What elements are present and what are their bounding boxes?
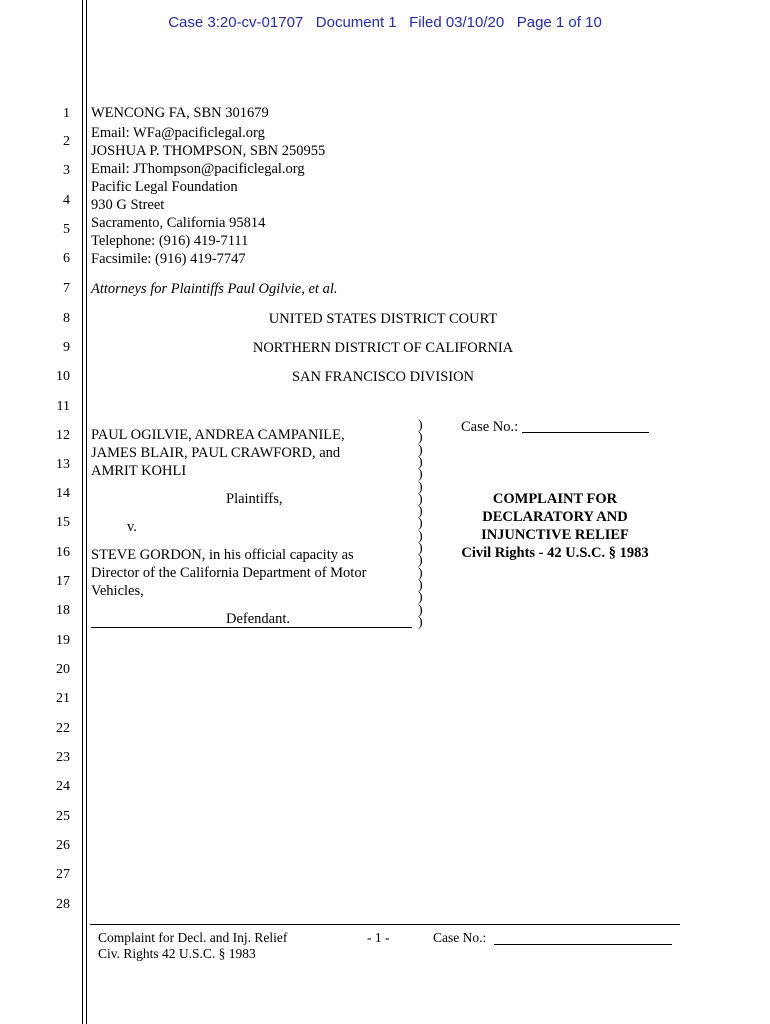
plaintiff-names: JAMES BLAIR, PAUL CRAWFORD, and	[91, 445, 341, 461]
line-number: 1	[63, 106, 70, 121]
defendant-name: STEVE GORDON, in his official capacity as	[91, 547, 354, 563]
complaint-title-line: INJUNCTIVE RELIEF	[481, 527, 629, 543]
line-number: 20	[56, 662, 70, 677]
footer-case-no-blank	[494, 944, 672, 945]
line-number: 17	[56, 574, 70, 589]
line-number: 14	[56, 486, 70, 501]
attorney-line: JOSHUA P. THOMPSON, SBN 250955	[91, 143, 326, 159]
footer-title: Complaint for Decl. and Inj. Relief	[98, 930, 288, 945]
line-number: 10	[56, 369, 70, 384]
attorney-line: 930 G Street	[91, 197, 165, 213]
attorney-line: Email: WFa@pacificlegal.org	[91, 125, 265, 141]
line-number: 22	[56, 721, 70, 736]
caption-paren: )	[418, 553, 423, 569]
caption-paren: )	[418, 516, 423, 532]
line-number: 13	[56, 457, 70, 472]
line-number: 21	[56, 691, 70, 706]
plaintiffs-label: Plaintiffs,	[226, 491, 283, 507]
line-number: 23	[56, 750, 70, 765]
footer-subtitle: Civ. Rights 42 U.S.C. § 1983	[98, 946, 256, 961]
attorney-line: Telephone: (916) 419-7111	[91, 233, 249, 249]
attorney-line: Facsimile: (916) 419-7747	[91, 251, 246, 267]
line-number: 6	[63, 251, 70, 266]
caption-paren: )	[418, 491, 423, 507]
margin-rule-right	[86, 0, 87, 1024]
caption-paren: )	[418, 614, 423, 630]
line-number: 3	[63, 163, 70, 178]
caption-paren: )	[418, 565, 423, 581]
ecf-header: Case 3:20-cv-01707 Document 1 Filed 03/10/20 Page 1 of 10	[168, 14, 602, 31]
footer-case-no: Case No.:	[433, 930, 487, 945]
complaint-title-line: Civil Rights - 42 U.S.C. § 1983	[461, 545, 649, 561]
caption-paren: )	[418, 467, 423, 483]
line-number: 25	[56, 809, 70, 824]
court-district: NORTHERN DISTRICT OF CALIFORNIA	[252, 340, 514, 356]
defendant-label: Defendant.	[226, 611, 291, 627]
line-number: 9	[63, 340, 70, 355]
attorney-line: WENCONG FA, SBN 301679	[91, 105, 269, 121]
margin-rule-left	[82, 0, 83, 1024]
line-number: 4	[63, 193, 70, 208]
caption-bottom-rule	[91, 627, 412, 628]
caption-paren: )	[418, 577, 423, 593]
caption-paren: )	[418, 442, 423, 458]
defendant-name: Director of the California Department of Motor	[91, 565, 367, 581]
case-no-label: Case No.:	[461, 419, 519, 435]
caption-paren: )	[418, 602, 423, 618]
caption-paren: )	[418, 418, 423, 433]
footer-rule	[90, 924, 680, 925]
attorneys-for-line: Attorneys for Plaintiffs Paul Ogilvie, et al.	[91, 281, 338, 297]
case-no-blank	[522, 432, 649, 433]
line-number: 12	[56, 428, 70, 443]
line-number: 24	[56, 779, 70, 794]
line-number: 5	[63, 222, 70, 237]
plaintiff-names: PAUL OGILVIE, ANDREA CAMPANILE,	[91, 427, 345, 443]
caption-paren: )	[418, 528, 423, 544]
line-number: 11	[56, 399, 70, 414]
caption-paren: )	[418, 590, 423, 606]
footer-page-number: - 1 -	[367, 930, 390, 945]
caption-paren: )	[418, 541, 423, 556]
attorney-line: Sacramento, California 95814	[91, 215, 266, 231]
attorney-line: Email: JThompson@pacificlegal.org	[91, 161, 305, 177]
complaint-title-line: COMPLAINT FOR	[492, 491, 618, 507]
line-number: 26	[56, 838, 70, 853]
line-number: 28	[56, 897, 70, 912]
caption-paren: )	[418, 454, 423, 470]
line-number: 2	[63, 134, 70, 149]
line-number: 18	[56, 603, 70, 618]
court-name: UNITED STATES DISTRICT COURT	[268, 311, 498, 327]
court-division: SAN FRANCISCO DIVISION	[291, 369, 475, 385]
caption-paren: )	[418, 430, 423, 446]
plaintiff-names: AMRIT KOHLI	[91, 463, 187, 479]
line-number: 16	[56, 545, 70, 560]
line-number: 7	[63, 281, 70, 296]
line-number: 15	[56, 515, 70, 530]
line-number: 19	[56, 633, 70, 648]
defendant-name: Vehicles,	[91, 583, 144, 599]
attorney-line: Pacific Legal Foundation	[91, 179, 238, 195]
line-number: 8	[63, 311, 70, 326]
caption-paren: )	[418, 479, 423, 495]
caption-paren: )	[418, 504, 423, 520]
complaint-title-line: DECLARATORY AND	[482, 509, 628, 525]
versus: v.	[127, 519, 137, 535]
line-number: 27	[56, 867, 70, 882]
